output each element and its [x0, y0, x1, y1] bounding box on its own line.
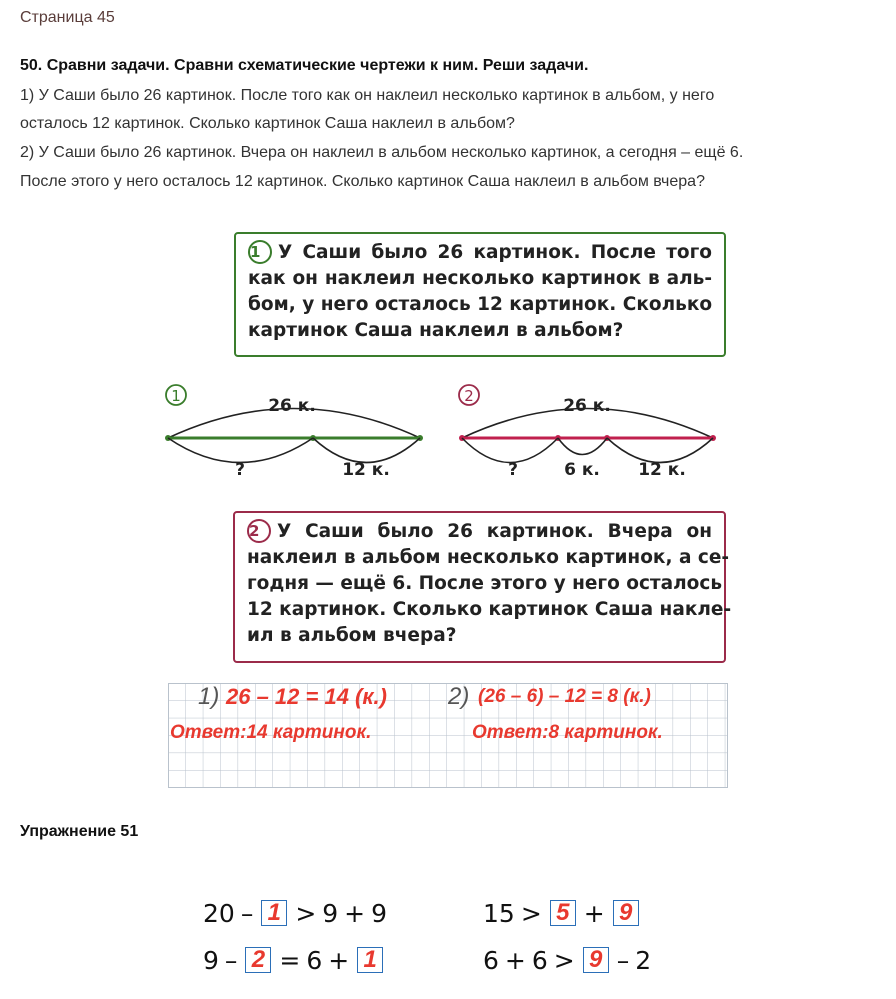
schema-2-mid-label: 6 к.: [564, 460, 600, 480]
card-line: 12 картинок. Сколько картинок Саша накле-: [247, 599, 732, 620]
exercise-51-title: Упражнение 51: [20, 823, 139, 840]
operator: +: [583, 898, 605, 928]
task-text-line: После этого у него осталось 12 картинок. Сколько картинок Саша наклеил в альбом вчера?: [20, 173, 705, 190]
card-line: 1 У Саши было 26 картинок. После того: [250, 242, 712, 263]
operator: >: [295, 898, 317, 928]
number: 6: [531, 945, 548, 975]
schema-2-unknown-label: ?: [508, 460, 518, 480]
number: 2: [635, 945, 652, 975]
card-line: бом, у него осталось 12 картинок. Сколько: [248, 294, 713, 315]
task-text-line: 2) У Саши было 26 картинок. Вчера он наклеил в альбом несколько картинок, а сегодня – ещё 6.: [20, 144, 744, 161]
answer-box: 1: [357, 947, 383, 973]
operator: –: [224, 945, 238, 975]
schema-1-unknown-label: ?: [235, 460, 245, 480]
card-line: 2 У Саши было 26 картинок. Вчера он: [249, 521, 712, 542]
number-circle: 1: [248, 240, 272, 264]
schema-1-known-label: 12 к.: [342, 460, 390, 480]
solution-mark-1: 1): [198, 683, 220, 710]
solution-grid: [168, 683, 728, 788]
task-heading: 50. Сравни задачи. Сравни схематические чертежи к ним. Реши задачи.: [20, 57, 589, 74]
schema-2-number: 2: [464, 387, 474, 405]
card-line: как он наклеил несколько картинок в аль-: [248, 268, 712, 289]
schema-1-known-arc: [313, 438, 420, 463]
operator: –: [616, 945, 630, 975]
number: 15: [483, 898, 515, 928]
operator: –: [240, 898, 254, 928]
schema-2-known-label: 12 к.: [638, 460, 686, 480]
solution-expression-1: 26 – 12 = 14 (к.): [226, 684, 387, 709]
task-text-line: осталось 12 картинок. Сколько картинок Саша наклеил в альбом?: [20, 115, 515, 132]
answer-box: 2: [245, 947, 271, 973]
expression-row1-right: [480, 896, 644, 930]
expression-row2-right: [480, 943, 654, 977]
card-line: наклеил в альбом несколько картинок, а се-: [247, 547, 730, 568]
schema-1-unknown-arc: [168, 438, 313, 463]
problem-card-1: [234, 232, 726, 357]
answer-2: Ответ:8 картинок.: [472, 722, 663, 743]
schema-2-unknown-arc: [462, 438, 558, 463]
number: 20: [203, 898, 235, 928]
number: 9: [203, 945, 219, 975]
operator: +: [344, 898, 366, 928]
operator: >: [520, 898, 542, 928]
page-title: Страница 45: [20, 9, 115, 26]
expression-row2-left: [200, 943, 388, 977]
operator: >: [553, 945, 575, 975]
expression-row1-left: [200, 896, 390, 930]
operator: =: [279, 945, 301, 975]
number: 6: [483, 945, 499, 975]
schema-2-total-label: 26 к.: [563, 396, 611, 416]
answer-1: Ответ:14 картинок.: [170, 722, 372, 743]
answer-box: 9: [613, 900, 639, 926]
answer-box: 9: [583, 947, 609, 973]
card-line: годня — ещё 6. После этого у него осталось: [247, 573, 723, 594]
card-line: ил в альбом вчера?: [247, 625, 457, 646]
number: 9: [322, 898, 339, 928]
solution-mark-2: 2): [448, 683, 470, 710]
number: 9: [371, 898, 388, 928]
schema-2-known-arc: [607, 438, 713, 463]
schema-1-total-label: 26 к.: [268, 396, 316, 416]
solution-expression-2: (26 – 6) – 12 = 8 (к.): [478, 686, 651, 707]
operator: +: [504, 945, 526, 975]
operator: +: [328, 945, 350, 975]
number: 6: [306, 945, 323, 975]
schematic-drawings: [0, 375, 896, 485]
answer-box: 5: [550, 900, 576, 926]
task-text-line: 1) У Саши было 26 картинок. После того как он наклеил несколько картинок в альбом, у него: [20, 87, 715, 104]
number-circle: 2: [247, 519, 271, 543]
schema-1-number: 1: [171, 387, 181, 405]
answer-box: 1: [261, 900, 287, 926]
schema-2-mid-arc: [558, 438, 607, 455]
problem-card-2: [233, 511, 732, 663]
card-line: картинок Саша наклеил в альбом?: [248, 320, 624, 341]
